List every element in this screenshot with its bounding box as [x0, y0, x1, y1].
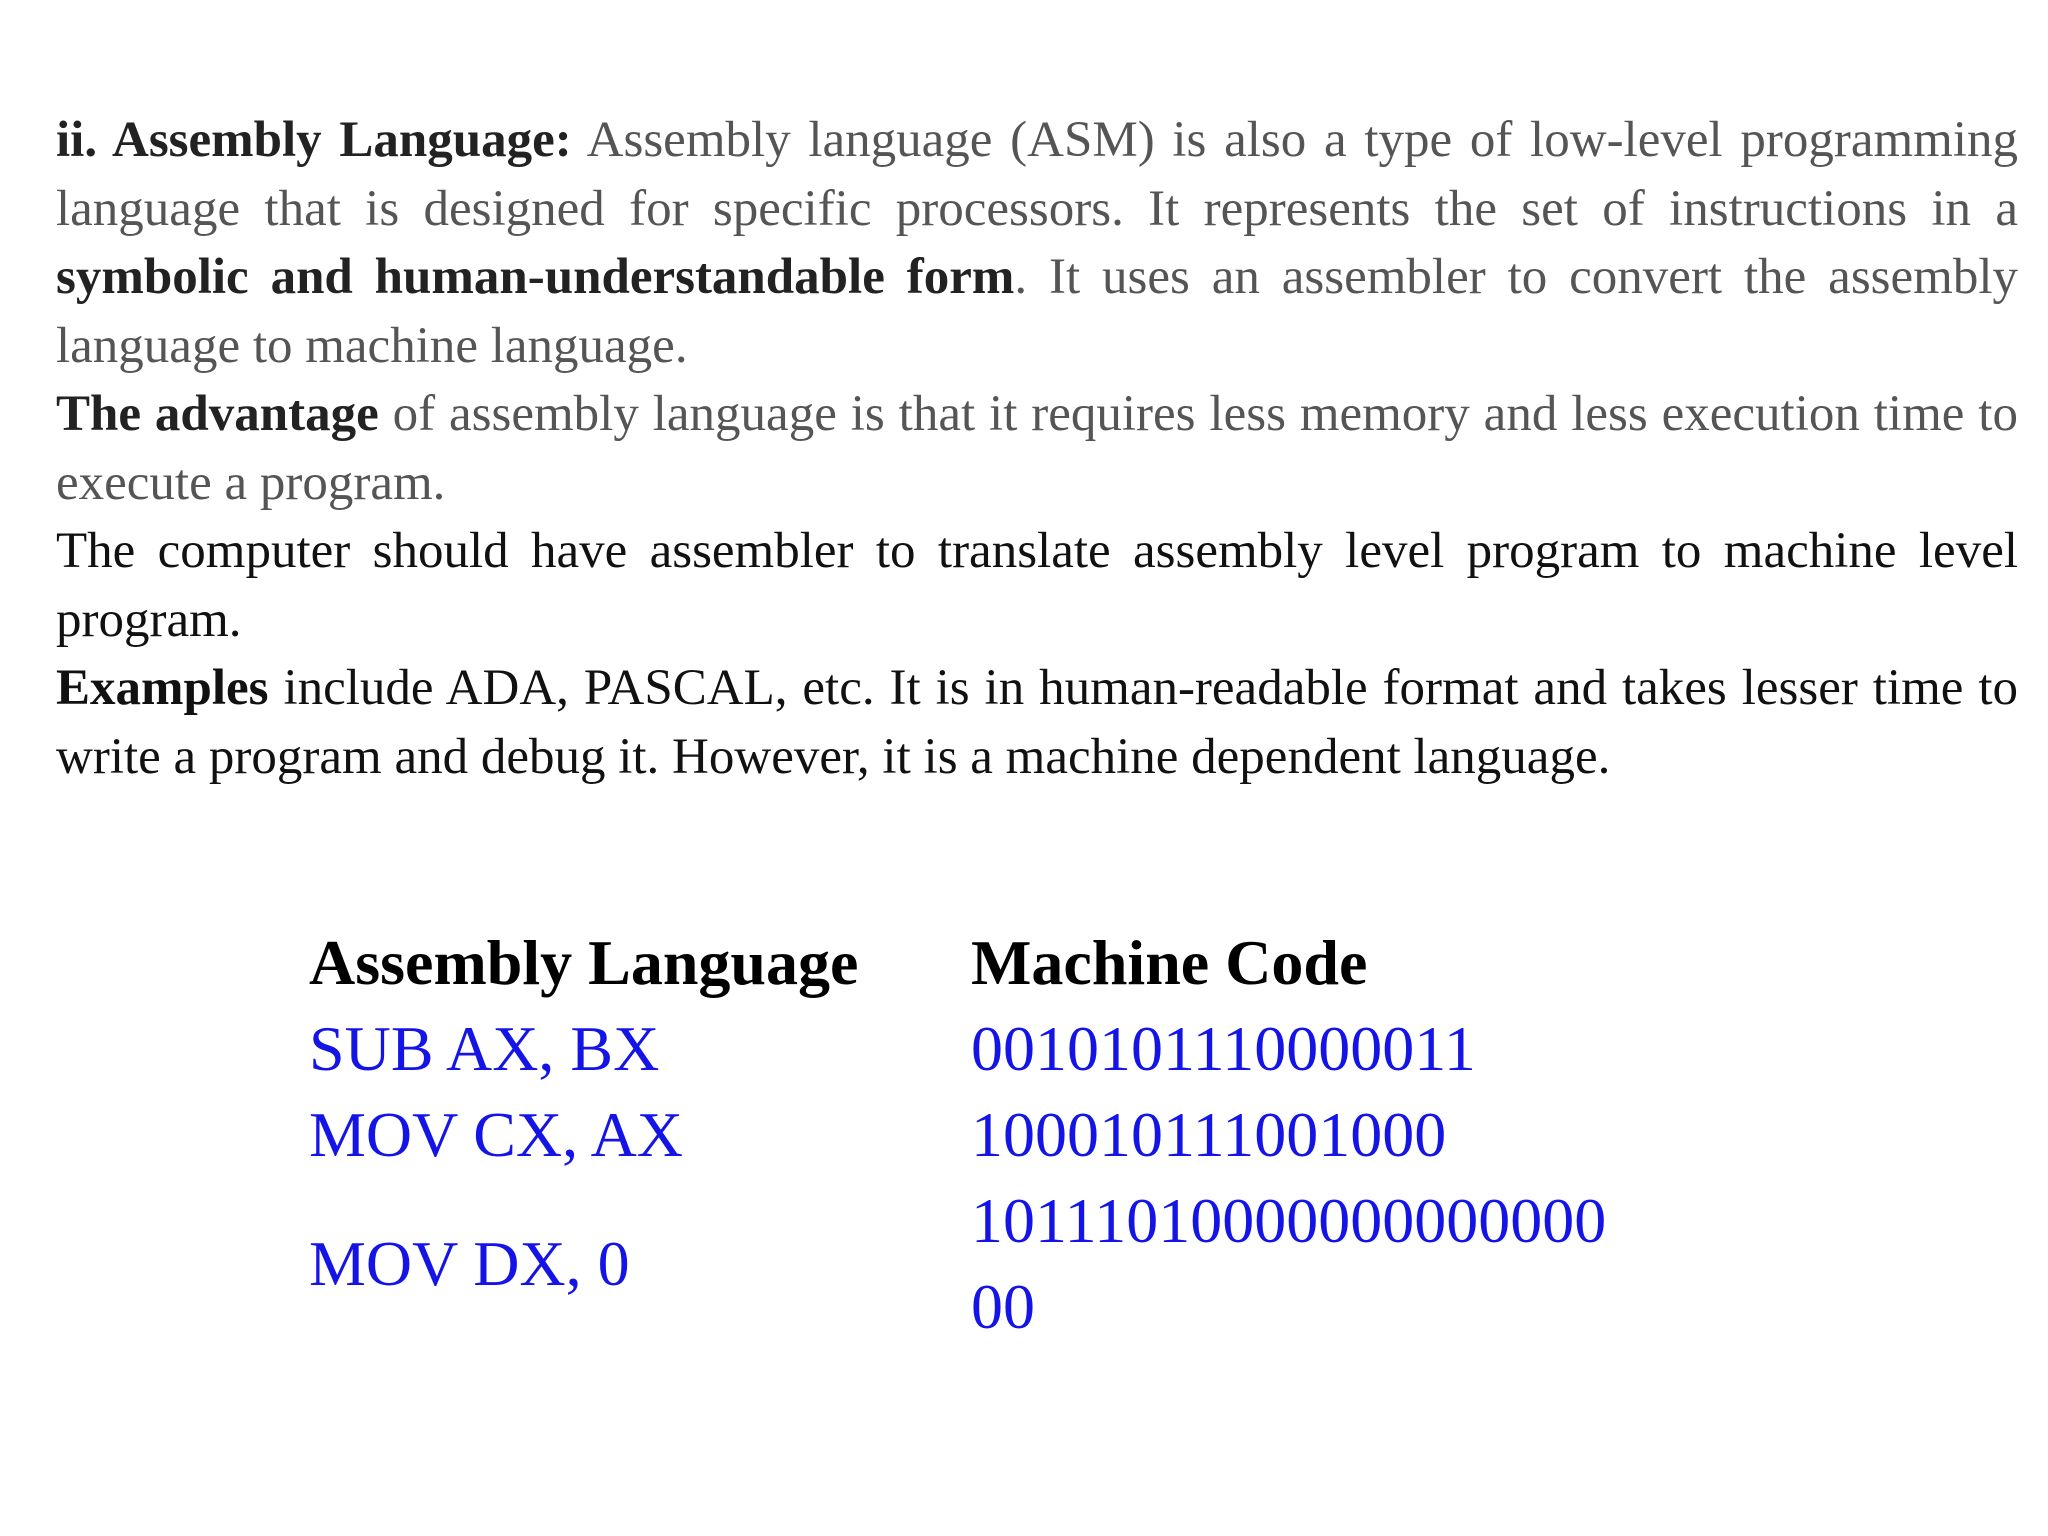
assembly-column-header: Assembly Language	[309, 927, 859, 998]
asm-cell: MOV DX, 0	[309, 1228, 630, 1299]
definition-text-a: Assembly language (ASM) is also a type of low-level programming language that is designed for specific processors. It represents the set of instructions in a	[56, 112, 2018, 237]
definition-text-b: . It uses an assembler to convert the assembly language to machine language.	[56, 249, 2018, 374]
paragraph-assembler-requirement	[56, 517, 2018, 654]
section-heading: ii. Assembly Language:	[56, 112, 572, 168]
assembler-requirement-text: The computer should have assembler to translate assembly level program to machine level program.	[56, 523, 2018, 648]
assembly-column	[309, 920, 858, 1350]
asm-cell: MOV CX, AX	[309, 1099, 683, 1170]
document-body	[56, 106, 2018, 791]
examples-lead: Examples	[56, 660, 269, 716]
paragraph-advantage	[56, 380, 2018, 517]
mc-cell: 100010111001000	[971, 1099, 1447, 1170]
paragraph-examples	[56, 654, 2018, 791]
paragraph-assembly-definition	[56, 106, 2018, 380]
machine-code-column	[971, 920, 1631, 1350]
definition-bold-phrase: symbolic and human-understandable form	[56, 249, 1015, 305]
advantage-lead: The advantage	[56, 386, 379, 442]
mc-cell: 1011101000000000000000	[971, 1185, 1607, 1342]
asm-cell: SUB AX, BX	[309, 1013, 660, 1084]
machine-code-column-header: Machine Code	[971, 927, 1368, 998]
advantage-text: of assembly language is that it requires less memory and less execution time to execute a program.	[56, 386, 2018, 511]
examples-text: include ADA, PASCAL, etc. It is in human-readable format and takes lesser time to write a program and debug it. However, it is a machine dependent language.	[56, 660, 2018, 785]
mc-cell: 0010101110000011	[971, 1013, 1476, 1084]
